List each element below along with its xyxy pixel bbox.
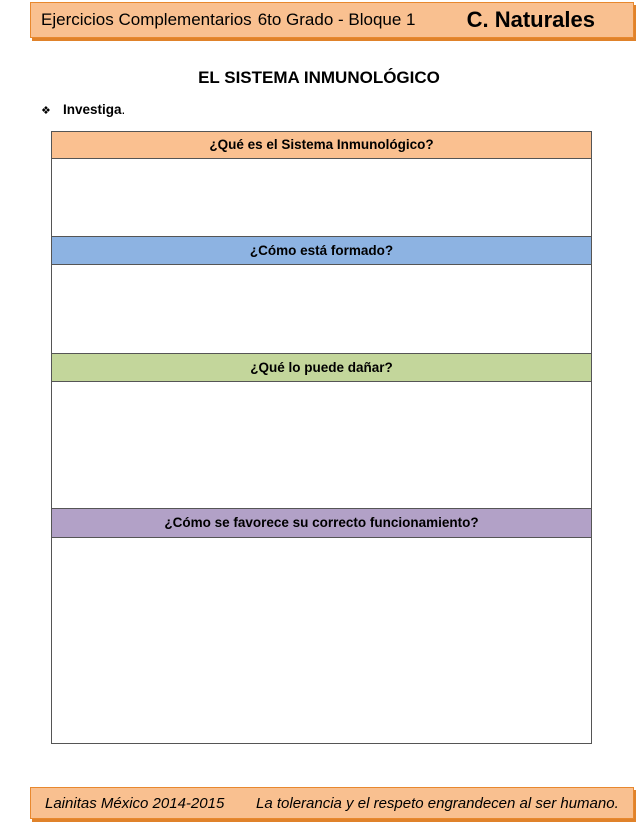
answer-area-what-is[interactable] (52, 159, 591, 236)
section-header-function: ¿Cómo se favorece su correcto funcionamiento? (52, 508, 591, 538)
section-header-what-is: ¿Qué es el Sistema Inmunológico? (52, 132, 591, 159)
section-header-composition: ¿Cómo está formado? (52, 236, 591, 265)
answer-area-damage[interactable] (52, 382, 591, 508)
instruction (41, 102, 125, 117)
header-grade: 6to Grado - Bloque 1 (257, 10, 416, 29)
page-title: EL SISTEMA INMUNOLÓGICO (198, 68, 440, 87)
instruction-punct: . (121, 102, 126, 117)
footer-banner (30, 787, 634, 819)
header-banner (30, 2, 634, 38)
instruction-label: Investiga (63, 102, 122, 117)
answer-area-composition[interactable] (52, 265, 591, 353)
section-header-damage: ¿Qué lo puede dañar? (52, 353, 591, 382)
diamond-bullet-icon: ❖ (41, 105, 51, 117)
header-subject: C. Naturales (466, 7, 595, 32)
worksheet-table (51, 131, 592, 744)
footer-motto: La tolerancia y el respeto engrandecen al ser humano. (256, 795, 619, 812)
footer-credit: Lainitas México 2014-2015 (45, 795, 225, 812)
answer-area-function[interactable] (52, 538, 591, 743)
header-title (41, 10, 416, 30)
header-title-text: Ejercicios Complementarios (41, 10, 252, 29)
